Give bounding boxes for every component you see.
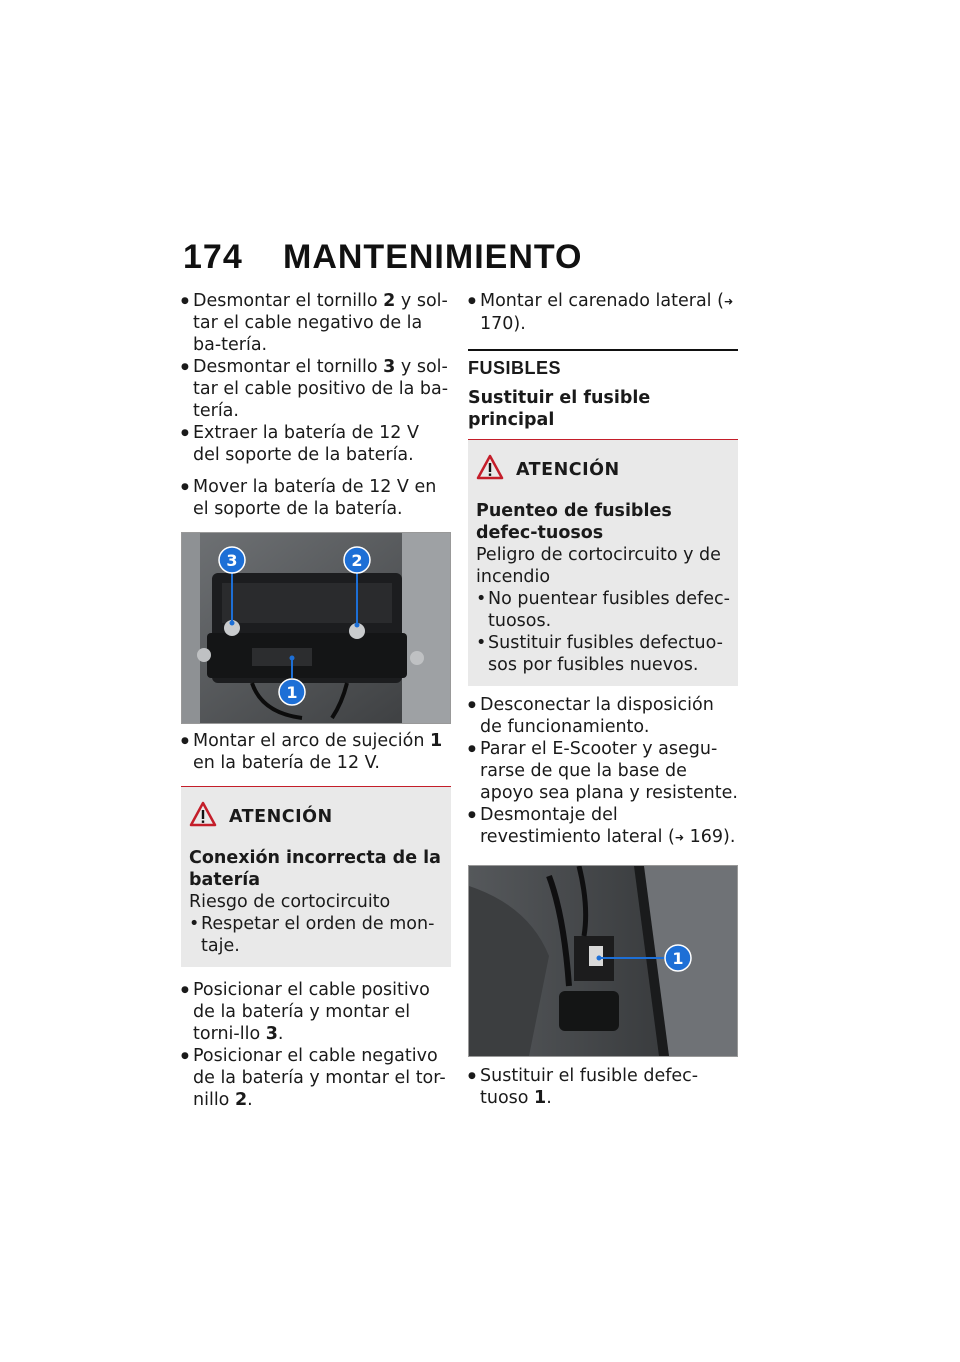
- step-remove-screw-2: ● Desmontar el tornillo 2 y sol-tar el cable negativo de la ba-tería.: [181, 290, 451, 356]
- svg-text:2: 2: [351, 551, 363, 570]
- battery-photo: [181, 532, 451, 724]
- warning-icon: [189, 801, 217, 833]
- step-replace-fuse: ● Sustituir el fusible defec-tuoso 1.: [468, 1065, 738, 1109]
- step-position-negative: ● Posicionar el cable negativo de la batería y montar el tor-nillo 2.: [181, 1045, 451, 1111]
- page-number: 174: [183, 238, 243, 276]
- warning-box-fuses: [468, 439, 738, 686]
- svg-text:3: 3: [226, 551, 238, 570]
- step-disconnect: ● Desconectar la disposición de funcionamiento.: [468, 694, 738, 738]
- svg-text:1: 1: [672, 949, 684, 968]
- warning-subtitle: Puenteo de fusibles defec-tuosos: [476, 501, 672, 543]
- subsection-title: Sustituir el fusible principal: [468, 388, 651, 430]
- svg-text:1: 1: [286, 683, 298, 702]
- step-remove-screw-3: ● Desmontar el tornillo 3 y sol-tar el cable positivo de la ba-tería.: [181, 356, 451, 422]
- warning-box-battery: [181, 786, 451, 967]
- warning-subtitle: Conexión incorrecta de la batería: [189, 848, 441, 890]
- step-mount-bracket: ● Montar el arco de sujeción 1 en la batería de 12 V.: [181, 730, 451, 774]
- step-park: ● Parar el E-Scooter y asegu-rarse de que la base de apoyo sea plana y resistente.: [468, 738, 738, 804]
- warning-item: • Sustituir fusibles defectuo-sos por fusibles nuevos.: [476, 632, 730, 676]
- warning-title: ATENCIÓN: [229, 807, 333, 827]
- warning-risk: Peligro de cortocircuito y de incendio: [476, 545, 721, 587]
- section-title: FUSIBLES: [468, 349, 738, 379]
- warning-item: • No puentear fusibles defec-tuosos.: [476, 588, 730, 632]
- step-extract-battery: ● Extraer la batería de 12 V del soporte de la batería.: [181, 422, 451, 466]
- page-header: [183, 238, 582, 277]
- callout-3: [219, 547, 245, 573]
- warning-title: ATENCIÓN: [516, 460, 620, 480]
- step-position-positive: ● Posicionar el cable positivo de la batería y montar el torni-llo 3.: [181, 979, 451, 1045]
- warning-item: • Respetar el orden de mon-taje.: [189, 913, 443, 957]
- page-title: MANTENIMIENTO: [283, 238, 583, 276]
- warning-risk: Riesgo de cortocircuito: [189, 892, 391, 912]
- callout-1: [279, 679, 305, 705]
- step-move-battery: ● Mover la batería de 12 V en el soporte de la batería.: [181, 476, 451, 520]
- warning-icon: [476, 454, 504, 486]
- callout-1: [665, 945, 691, 971]
- reference-arrow-icon: ➜: [723, 295, 734, 308]
- fuse-photo: [468, 865, 738, 1057]
- left-column: [181, 290, 451, 1111]
- step-remove-lining: ● Desmontaje del revestimiento lateral (➜ 169).: [468, 804, 738, 849]
- step-mount-fairing: ● Montar el carenado lateral (➜ 170).: [468, 290, 738, 335]
- right-column: [468, 290, 738, 1109]
- callout-2: [344, 547, 370, 573]
- reference-arrow-icon: ➜: [674, 831, 685, 844]
